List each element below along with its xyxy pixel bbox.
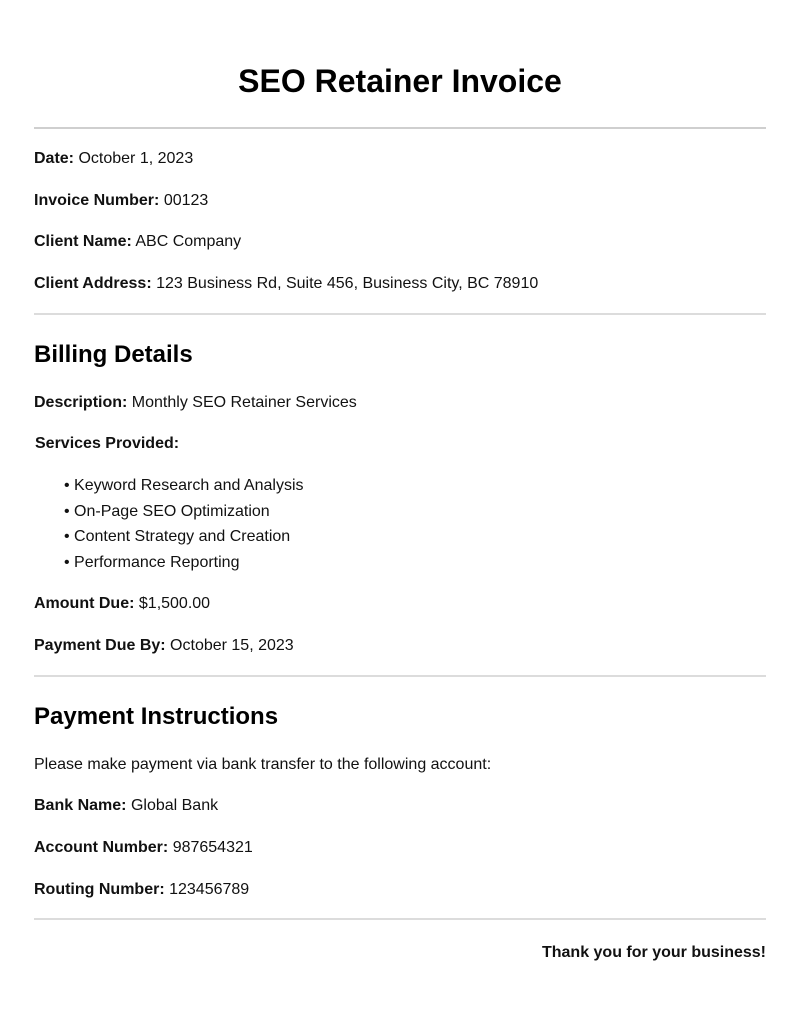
payment-heading: Payment Instructions [34, 702, 279, 730]
payment-due-by-label: Payment Due By: [34, 636, 166, 654]
footer-divider [34, 918, 766, 920]
invoice-date [34, 149, 766, 169]
payment-intro: Please make payment via bank transfer to the following account: [34, 755, 492, 773]
payment-due-by-value: October 15, 2023 [170, 636, 294, 654]
billing-description-label: Description: [34, 394, 128, 411]
amount-due-value: $1,500.00 [138, 594, 211, 612]
client-name-value: ABC Company [135, 233, 242, 250]
services-list-item: • Performance Reporting [64, 553, 240, 571]
invoice-date-label: Date: [34, 150, 75, 167]
service-text: Content Strategy and Creation [74, 528, 291, 545]
bank-name [34, 796, 766, 816]
service-text: Performance Reporting [74, 553, 240, 571]
amount-due [34, 594, 766, 614]
invoice-header-section [34, 149, 766, 294]
section-divider [34, 313, 766, 315]
billing-description-value: Monthly SEO Retainer Services [131, 394, 357, 411]
bank-name-label: Bank Name: [34, 796, 127, 814]
billing-description [34, 393, 766, 413]
account-number-value: 987654321 [172, 838, 253, 856]
payment-section [34, 703, 766, 900]
section-divider [34, 675, 766, 677]
amount-due-label: Amount Due: [34, 594, 135, 612]
payment-due-by [34, 636, 766, 656]
service-text: On-Page SEO Optimization [74, 502, 270, 520]
client-name [34, 232, 766, 252]
invoice-number [34, 191, 766, 211]
bank-name-value: Global Bank [130, 796, 219, 814]
billing-section [34, 341, 766, 656]
account-number [34, 838, 766, 858]
client-address-value: 123 Business Rd, Suite 456, Business City, BC 78910 [156, 275, 539, 292]
invoice-number-value: 00123 [163, 192, 209, 209]
billing-heading: Billing Details [34, 341, 193, 368]
invoice-title: SEO Retainer Invoice [238, 63, 562, 99]
client-address [34, 274, 766, 294]
title-divider [34, 127, 766, 129]
services-list-item: • Keyword Research and Analysis [64, 477, 304, 494]
services-list-item: • Content Strategy and Creation [64, 528, 291, 545]
service-text: Keyword Research and Analysis [74, 477, 304, 494]
account-number-label: Account Number: [34, 838, 169, 856]
services-list-item: • On-Page SEO Optimization [64, 502, 270, 520]
thank-you-note: Thank you for your business! [541, 943, 766, 961]
client-name-label: Client Name: [34, 233, 132, 250]
routing-number-label: Routing Number: [34, 880, 165, 898]
routing-number [34, 880, 766, 900]
services-list [34, 476, 766, 573]
services-provided-label: Services Provided: [35, 435, 180, 452]
client-address-label: Client Address: [34, 275, 152, 292]
invoice-page [34, 0, 766, 963]
invoice-number-label: Invoice Number: [34, 192, 160, 209]
routing-number-value: 123456789 [169, 880, 250, 898]
invoice-date-value: October 1, 2023 [78, 150, 194, 167]
